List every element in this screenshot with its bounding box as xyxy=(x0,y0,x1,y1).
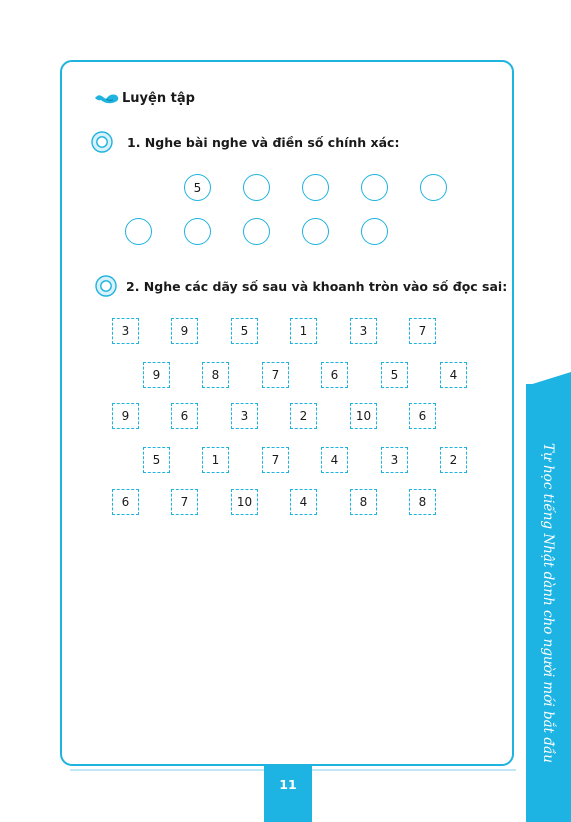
number-box[interactable]: 4 xyxy=(321,447,348,473)
answer-circle[interactable] xyxy=(361,174,388,201)
number-box[interactable]: 3 xyxy=(231,403,258,429)
number-box[interactable]: 3 xyxy=(112,318,139,344)
number-box[interactable]: 3 xyxy=(350,318,377,344)
page-number: 11 xyxy=(264,766,312,822)
number-box[interactable]: 5 xyxy=(143,447,170,473)
number-box[interactable]: 9 xyxy=(112,403,139,429)
answer-circle[interactable] xyxy=(302,174,329,201)
number-box[interactable]: 3 xyxy=(381,447,408,473)
number-box[interactable]: 6 xyxy=(112,489,139,515)
number-box[interactable]: 4 xyxy=(290,489,317,515)
answer-circle[interactable] xyxy=(302,218,329,245)
number-box[interactable]: 8 xyxy=(202,362,229,388)
exercise-1-heading xyxy=(91,131,399,153)
number-box[interactable]: 8 xyxy=(409,489,436,515)
number-box[interactable]: 1 xyxy=(290,318,317,344)
number-box[interactable]: 10 xyxy=(231,489,258,515)
number-box[interactable]: 5 xyxy=(381,362,408,388)
number-box[interactable]: 10 xyxy=(350,403,377,429)
number-box[interactable]: 2 xyxy=(440,447,467,473)
number-box[interactable]: 6 xyxy=(321,362,348,388)
target-icon xyxy=(91,131,113,153)
number-box[interactable]: 6 xyxy=(409,403,436,429)
answer-circle[interactable] xyxy=(184,218,211,245)
number-box[interactable]: 7 xyxy=(171,489,198,515)
answer-circle[interactable] xyxy=(420,174,447,201)
number-box[interactable]: 1 xyxy=(202,447,229,473)
section-heading xyxy=(94,90,195,106)
target-icon xyxy=(95,275,117,297)
answer-circle[interactable]: 5 xyxy=(184,174,211,201)
number-box[interactable]: 8 xyxy=(350,489,377,515)
exercise-2-title: 2. Nghe các dãy số sau và khoanh tròn vào số đọc sai: xyxy=(126,278,508,294)
number-box[interactable]: 2 xyxy=(290,403,317,429)
number-box[interactable]: 7 xyxy=(262,362,289,388)
number-box[interactable]: 7 xyxy=(262,447,289,473)
answer-circle[interactable] xyxy=(125,218,152,245)
answer-circle[interactable] xyxy=(243,218,270,245)
exercise-2-heading xyxy=(95,275,507,297)
number-box[interactable]: 4 xyxy=(440,362,467,388)
section-title: Luyện tập xyxy=(122,90,195,106)
number-box[interactable]: 6 xyxy=(171,403,198,429)
number-box[interactable]: 7 xyxy=(409,318,436,344)
book-title-vertical: Tự học tiếng Nhật dành cho người mới bắt đầu xyxy=(540,443,556,763)
exercise-1-title: 1. Nghe bài nghe và điền số chính xác: xyxy=(127,134,400,150)
number-box[interactable]: 9 xyxy=(143,362,170,388)
bird-icon xyxy=(94,90,120,106)
answer-circle[interactable] xyxy=(243,174,270,201)
number-box[interactable]: 9 xyxy=(171,318,198,344)
answer-circle[interactable] xyxy=(361,218,388,245)
number-box[interactable]: 5 xyxy=(231,318,258,344)
